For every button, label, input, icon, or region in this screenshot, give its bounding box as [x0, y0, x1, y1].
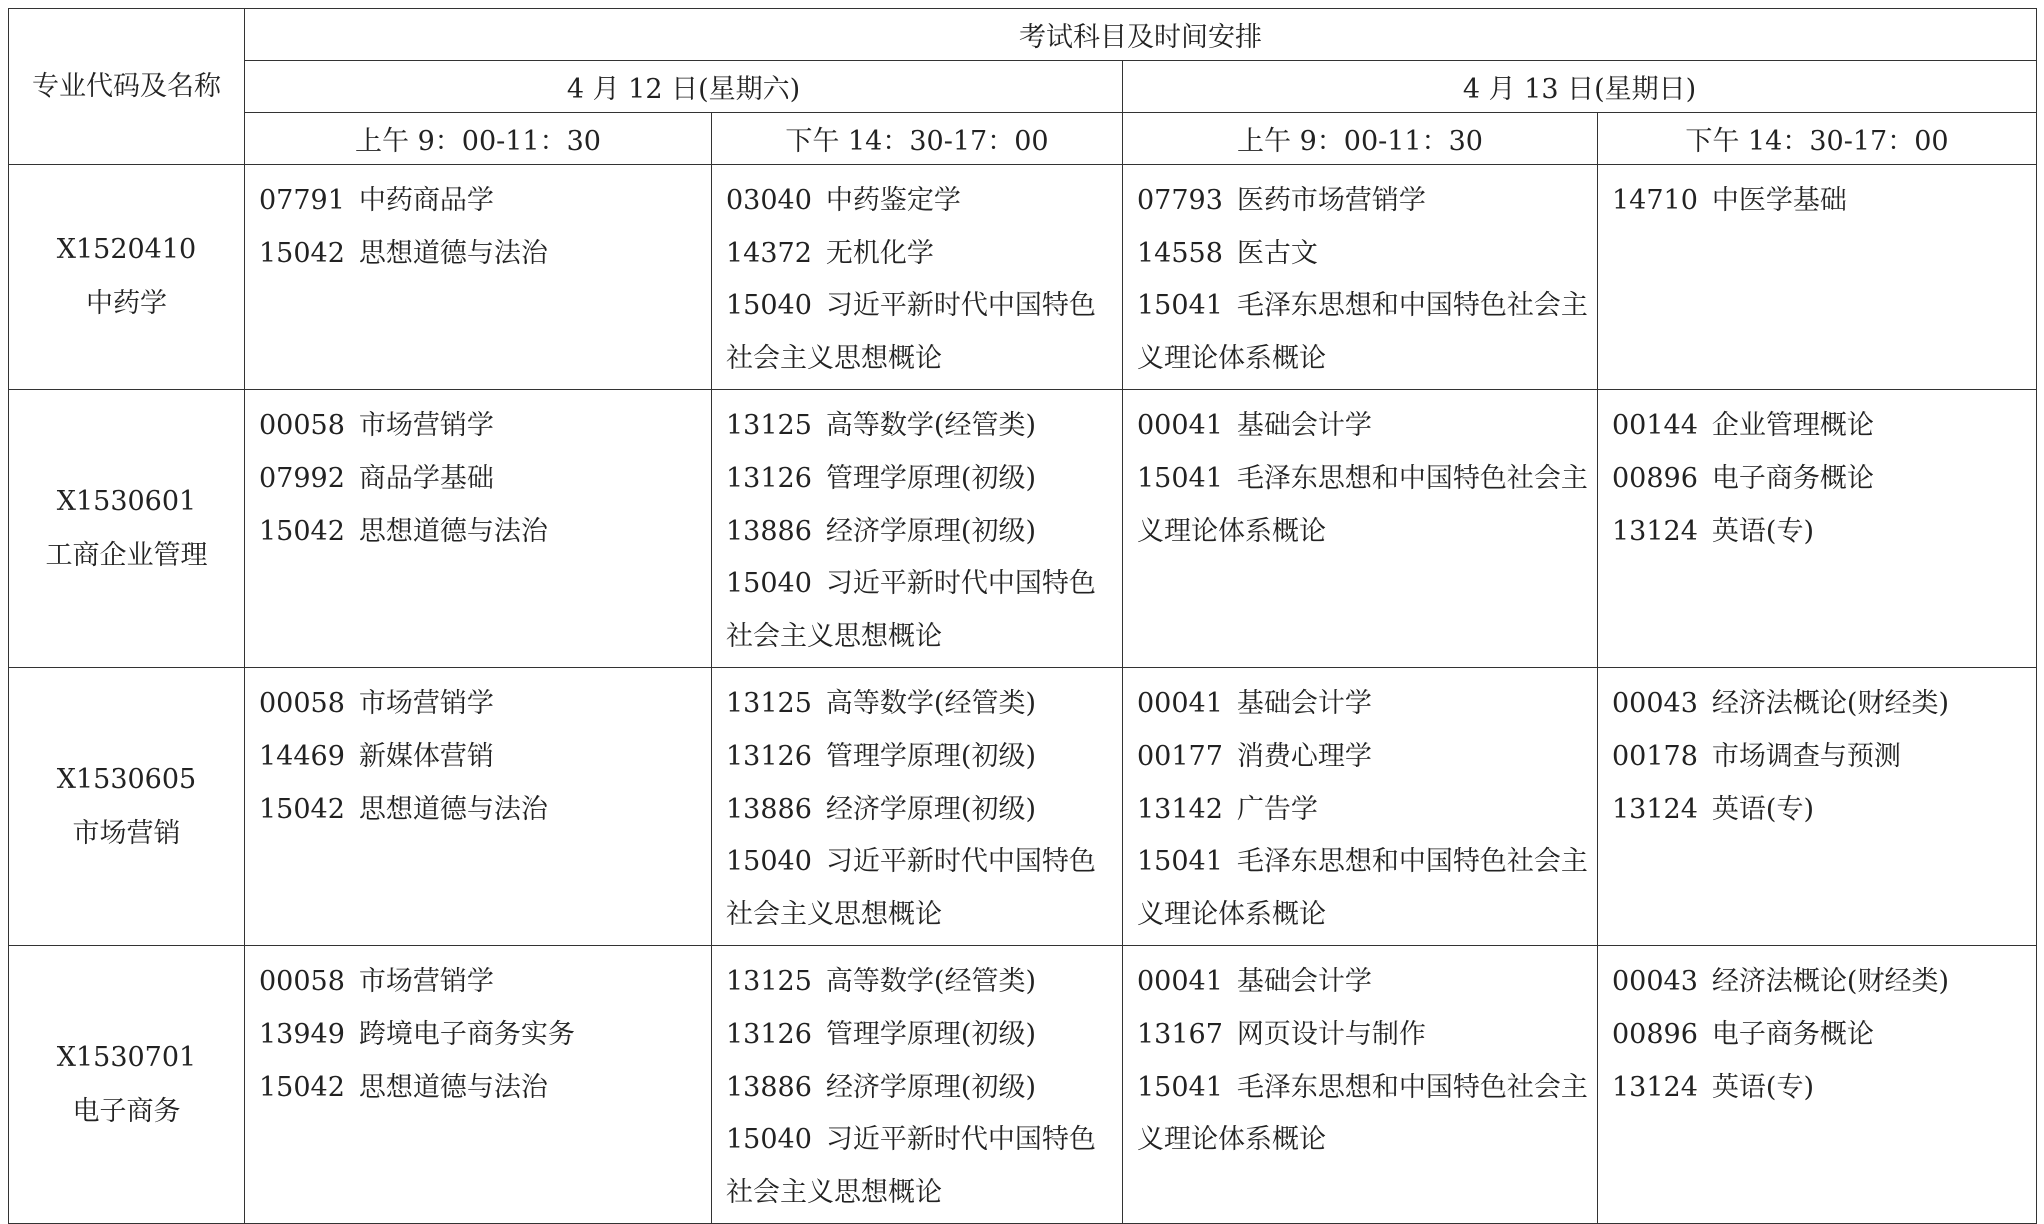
- slot-header-3: 上午 9：00-11：30: [1123, 113, 1598, 165]
- course-item: [1137, 956, 1591, 1009]
- course-item: [726, 678, 1116, 731]
- course-name: 中药鉴定学: [825, 185, 961, 216]
- course-item: [1612, 1009, 2030, 1062]
- course-name: 思想道德与法治: [358, 515, 548, 547]
- header-row-slots: [9, 113, 2037, 165]
- course-code: 00058: [259, 688, 345, 720]
- course-name: 经济学原理(初级): [825, 1071, 1036, 1103]
- course-name: 基础会计学: [1236, 966, 1372, 998]
- course-item: [1137, 784, 1591, 837]
- slot-cell: [1598, 165, 2037, 390]
- course-code: 00041: [1137, 410, 1223, 442]
- major-name: 工商企业管理: [45, 539, 208, 571]
- course-name: 网页设计与制作: [1236, 1018, 1426, 1050]
- course-item: [726, 280, 1116, 385]
- course-name: 经济法概论(财经类): [1711, 688, 1949, 720]
- major-name: 中药学: [86, 288, 167, 320]
- course-code: 00896: [1612, 462, 1698, 494]
- course-item: [726, 956, 1116, 1009]
- course-code: 13886: [726, 793, 812, 825]
- course-item: [259, 678, 705, 731]
- course-item: [1612, 453, 2030, 506]
- course-code: 00178: [1612, 740, 1698, 772]
- course-item: [259, 1062, 705, 1115]
- course-item: [259, 506, 705, 559]
- table-body: [9, 165, 2037, 1224]
- exam-schedule-wrapper: [8, 8, 2037, 1224]
- course-code: 00043: [1612, 688, 1698, 720]
- course-code: 13886: [726, 1071, 812, 1103]
- course-code: 13167: [1137, 1018, 1223, 1050]
- course-item: [1137, 280, 1591, 385]
- slot-cell: [712, 946, 1123, 1224]
- course-item: [726, 175, 1116, 228]
- course-code: 15042: [259, 515, 345, 547]
- course-code: 00041: [1137, 966, 1223, 998]
- course-code: 15042: [259, 237, 345, 269]
- course-item: [259, 228, 705, 281]
- course-item: [1137, 228, 1591, 281]
- course-item: [1137, 175, 1591, 228]
- course-item: [726, 228, 1116, 281]
- course-name: 思想道德与法治: [358, 237, 548, 269]
- course-name: 中药商品学: [358, 185, 494, 216]
- course-code: 07791: [259, 185, 345, 216]
- course-code: 15040: [726, 290, 812, 322]
- course-name: 医药市场营销学: [1236, 185, 1426, 216]
- course-code: 13126: [726, 740, 812, 772]
- table-header: [9, 9, 2037, 165]
- course-code: 15040: [726, 846, 812, 878]
- course-code: 14710: [1612, 185, 1698, 216]
- course-name: 跨境电子商务实务: [358, 1018, 575, 1050]
- course-name: 毛泽东思想和中国特色社会主义理论体系概论: [1137, 1071, 1588, 1156]
- course-name: 毛泽东思想和中国特色社会主义理论体系概论: [1137, 290, 1588, 374]
- course-code: 13142: [1137, 793, 1223, 825]
- course-name: 习近平新时代中国特色社会主义思想概论: [726, 846, 1096, 930]
- course-name: 新媒体营销: [358, 740, 494, 772]
- schedule-title: 考试科目及时间安排: [245, 9, 2037, 61]
- course-item: [259, 400, 705, 453]
- slot-cell: [1598, 668, 2037, 946]
- course-name: 无机化学: [825, 237, 934, 269]
- header-row-days: [9, 61, 2037, 113]
- major-column-header: 专业代码及名称: [9, 9, 245, 165]
- course-code: 14558: [1137, 237, 1223, 269]
- slot-cell: [245, 946, 712, 1224]
- course-name: 英语(专): [1711, 793, 1814, 825]
- course-code: 13125: [726, 688, 812, 720]
- header-row-title: [9, 9, 2037, 61]
- course-item: [726, 784, 1116, 837]
- course-item: [726, 836, 1116, 941]
- course-item: [726, 1062, 1116, 1115]
- course-item: [1612, 400, 2030, 453]
- course-name: 电子商务概论: [1711, 462, 1874, 494]
- slot-cell: [245, 390, 712, 668]
- course-name: 广告学: [1236, 793, 1318, 825]
- course-name: 管理学原理(初级): [825, 740, 1036, 772]
- course-code: 07793: [1137, 185, 1223, 216]
- course-item: [726, 731, 1116, 784]
- course-name: 管理学原理(初级): [825, 1018, 1036, 1050]
- major-code: X1530605: [56, 763, 197, 795]
- course-item: [1137, 1062, 1591, 1167]
- course-name: 经济学原理(初级): [825, 793, 1036, 825]
- slot-cell: [712, 390, 1123, 668]
- major-name: 市场营销: [72, 817, 181, 849]
- course-code: 15041: [1137, 290, 1223, 322]
- course-code: 00144: [1612, 410, 1698, 442]
- course-name: 市场营销学: [358, 410, 494, 442]
- course-name: 医古文: [1236, 237, 1318, 269]
- course-code: 14372: [726, 237, 812, 269]
- course-code: 15042: [259, 793, 345, 825]
- course-item: [726, 506, 1116, 559]
- course-name: 市场营销学: [358, 966, 494, 998]
- course-item: [1612, 506, 2030, 559]
- course-code: 13886: [726, 515, 812, 547]
- slot-cell: [1123, 668, 1598, 946]
- major-cell: [9, 946, 245, 1224]
- major-code: X1530701: [56, 1041, 197, 1073]
- table-row: [9, 946, 2037, 1224]
- slot-cell: [712, 668, 1123, 946]
- course-name: 高等数学(经管类): [825, 410, 1036, 442]
- slot-cell: [245, 668, 712, 946]
- slot-cell: [712, 165, 1123, 390]
- table-row: [9, 390, 2037, 668]
- course-code: 03040: [726, 185, 812, 216]
- course-code: 13124: [1612, 1071, 1698, 1103]
- course-code: 14469: [259, 740, 345, 772]
- slot-header-1: 上午 9：00-11：30: [245, 113, 712, 165]
- course-code: 15042: [259, 1071, 345, 1103]
- course-item: [1137, 400, 1591, 453]
- course-item: [1137, 836, 1591, 941]
- course-item: [1612, 1062, 2030, 1115]
- course-name: 高等数学(经管类): [825, 966, 1036, 998]
- course-item: [726, 453, 1116, 506]
- course-item: [259, 956, 705, 1009]
- course-code: 13125: [726, 966, 812, 998]
- course-code: 15041: [1137, 1071, 1223, 1103]
- slot-cell: [1598, 946, 2037, 1224]
- course-item: [1137, 731, 1591, 784]
- course-name: 思想道德与法治: [358, 793, 548, 825]
- course-code: 07992: [259, 462, 345, 494]
- course-code: 13124: [1612, 515, 1698, 547]
- course-name: 英语(专): [1711, 1071, 1814, 1103]
- course-code: 13125: [726, 410, 812, 442]
- slot-header-4: 下午 14：30-17：00: [1598, 113, 2037, 165]
- course-name: 商品学基础: [358, 462, 494, 494]
- course-name: 经济法概论(财经类): [1711, 966, 1949, 998]
- course-name: 中医学基础: [1711, 185, 1847, 216]
- course-code: 00041: [1137, 688, 1223, 720]
- course-name: 电子商务概论: [1711, 1018, 1874, 1050]
- course-item: [259, 731, 705, 784]
- course-code: 15040: [726, 568, 812, 600]
- course-name: 市场营销学: [358, 688, 494, 720]
- course-item: [726, 558, 1116, 663]
- course-code: 00058: [259, 966, 345, 998]
- course-name: 毛泽东思想和中国特色社会主义理论体系概论: [1137, 462, 1588, 547]
- major-cell: [9, 390, 245, 668]
- course-name: 企业管理概论: [1711, 410, 1874, 442]
- slot-cell: [245, 165, 712, 390]
- course-name: 毛泽东思想和中国特色社会主义理论体系概论: [1137, 846, 1588, 930]
- course-name: 基础会计学: [1236, 410, 1372, 442]
- course-item: [259, 175, 705, 228]
- course-code: 15041: [1137, 846, 1223, 878]
- course-item: [1612, 784, 2030, 837]
- course-code: 00043: [1612, 966, 1698, 998]
- course-code: 15040: [726, 1124, 812, 1156]
- course-name: 消费心理学: [1236, 740, 1372, 772]
- table-row: [9, 668, 2037, 946]
- course-name: 习近平新时代中国特色社会主义思想概论: [726, 568, 1096, 652]
- course-item: [1137, 1009, 1591, 1062]
- slot-cell: [1123, 946, 1598, 1224]
- slot-cell: [1598, 390, 2037, 668]
- day-header-2: 4 月 13 日(星期日): [1123, 61, 2037, 113]
- course-item: [259, 1009, 705, 1062]
- major-cell: [9, 668, 245, 946]
- course-name: 习近平新时代中国特色社会主义思想概论: [726, 1124, 1096, 1208]
- course-name: 英语(专): [1711, 515, 1814, 547]
- course-item: [1612, 731, 2030, 784]
- course-code: 00177: [1137, 740, 1223, 772]
- course-name: 习近平新时代中国特色社会主义思想概论: [726, 290, 1096, 374]
- course-item: [1612, 956, 2030, 1009]
- slot-cell: [1123, 165, 1598, 390]
- course-code: 15041: [1137, 462, 1223, 494]
- course-name: 基础会计学: [1236, 688, 1372, 720]
- course-item: [1612, 678, 2030, 731]
- course-item: [1137, 678, 1591, 731]
- course-item: [1137, 453, 1591, 558]
- course-item: [726, 1009, 1116, 1062]
- course-name: 经济学原理(初级): [825, 515, 1036, 547]
- course-name: 思想道德与法治: [358, 1071, 548, 1103]
- major-code: X1530601: [56, 485, 197, 517]
- slot-cell: [1123, 390, 1598, 668]
- course-code: 13124: [1612, 793, 1698, 825]
- course-item: [259, 453, 705, 506]
- course-item: [726, 1114, 1116, 1219]
- day-header-1: 4 月 12 日(星期六): [245, 61, 1123, 113]
- course-name: 市场调查与预测: [1711, 740, 1901, 772]
- course-item: [726, 400, 1116, 453]
- course-code: 00896: [1612, 1018, 1698, 1050]
- course-item: [259, 784, 705, 837]
- course-code: 00058: [259, 410, 345, 442]
- course-code: 13949: [259, 1018, 345, 1050]
- major-cell: [9, 165, 245, 390]
- course-item: [1612, 175, 2030, 228]
- table-row: [9, 165, 2037, 390]
- slot-header-2: 下午 14：30-17：00: [712, 113, 1123, 165]
- major-code: X1520410: [56, 234, 197, 266]
- course-code: 13126: [726, 462, 812, 494]
- exam-schedule-table: [8, 8, 2037, 1224]
- course-code: 13126: [726, 1018, 812, 1050]
- course-name: 高等数学(经管类): [825, 688, 1036, 720]
- major-name: 电子商务: [72, 1095, 181, 1127]
- course-name: 管理学原理(初级): [825, 462, 1036, 494]
